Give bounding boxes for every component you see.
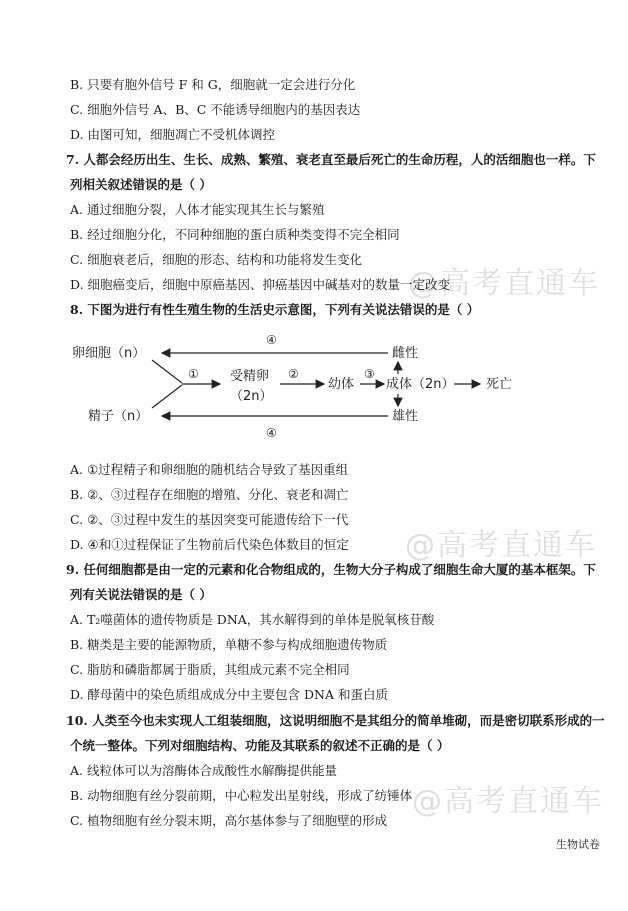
q9-option-d: D. 酵母菌中的染色质组成成分中主要包含 DNA 和蛋白质: [70, 687, 388, 702]
zygote-label: 受精卵: [230, 369, 270, 384]
step-4-top-label: ④: [266, 333, 277, 347]
q8-option-c: C. ②、③过程中发生的基因突变可能遗传给下一代: [70, 512, 349, 527]
q9-option-a: A. T₂噬菌体的遗传物质是 DNA，其水解得到的单体是脱氧核苷酸: [70, 612, 435, 627]
life-cycle-diagram: [70, 330, 550, 450]
q7-stem-line1: 7. 人都会经历出生、生长、成熟、繁殖、衰老直至最后死亡的生命历程，人的活细胞也一样。下: [66, 152, 596, 167]
sperm-label: 精子（n）: [88, 409, 149, 424]
q8-option-d: D. ④和①过程保证了生物前后代染色体数目的恒定: [70, 537, 349, 552]
q7-option-c: C. 细胞衰老后，细胞的形态、结构和功能将发生变化: [70, 252, 363, 267]
q9-option-b: B. 糖类是主要的能源物质，单糖不参与构成细胞遗传物质: [70, 637, 388, 652]
step-2-label: ②: [288, 367, 299, 381]
q10-option-a: A. 线粒体可以为溶酶体合成酸性水解酶提供能量: [70, 763, 337, 778]
q7-option-d: D. 细胞癌变后，细胞中原癌基因、抑癌基因中碱基对的数量一定改变: [70, 277, 451, 292]
q10-option-b: B. 动物细胞有丝分裂前期，中心粒发出星射线，形成了纺锤体: [70, 788, 413, 803]
q7-option-a: A. 通过细胞分裂，人体才能实现其生长与繁殖: [70, 202, 325, 217]
q6-option-c: C. 细胞外信号 A、B、C 不能诱导细胞内的基因表达: [70, 102, 361, 117]
q10-stem-line1: 10. 人类至今也未实现人工组装细胞，这说明细胞不是其组分的简单堆砌，而是密切联系形成的一: [66, 713, 605, 728]
q8-option-b: B. ②、③过程存在细胞的增殖、分化、衰老和凋亡: [70, 487, 349, 502]
adult-label: 成体（2n）: [386, 377, 455, 392]
q9-stem-line1: 9. 任何细胞都是由一定的元素和化合物组成的，生物大分子构成了细胞生命大厦的基本框架。下: [66, 562, 596, 577]
juvenile-label: 幼体: [328, 377, 355, 392]
q9-option-c: C. 脂肪和磷脂都属于脂质，其组成元素不完全相同: [70, 662, 350, 677]
watermark: @高考直通车: [408, 266, 600, 301]
watermark: @高考直通车: [412, 784, 604, 819]
zygote-ploidy-label: （2n）: [230, 389, 273, 404]
q7-option-b: B. 经过细胞分化，不同种细胞的蛋白质种类变得不完全相同: [70, 227, 400, 242]
q7-stem-line2: 列相关叙述错误的是（ ）: [70, 177, 212, 192]
death-label: 死亡: [486, 377, 513, 392]
watermark: @高考直通车: [405, 528, 597, 563]
q8-option-a: A. ①过程精子和卵细胞的随机结合导致了基因重组: [70, 462, 349, 477]
q9-stem-line2: 列有关说法错误的是（ ）: [70, 587, 212, 602]
q8-stem: 8. 下图为进行有性生殖生物的生活史示意图，下列有关说法错误的是（ ）: [70, 302, 480, 317]
female-label: 雌性: [392, 346, 419, 361]
male-label: 雄性: [392, 409, 419, 424]
q6-option-b: B. 只要有胞外信号 F 和 G，细胞就一定会进行分化: [70, 77, 356, 92]
q6-option-d: D. 由图可知，细胞凋亡不受机体调控: [70, 127, 276, 142]
q10-stem-line2: 个统一整体。下列对细胞结构、功能及其联系的叙述不正确的是（ ）: [70, 738, 450, 753]
step-4-bottom-label: ④: [266, 426, 277, 440]
q10-option-c: C. 植物细胞有丝分裂末期，高尔基体参与了细胞壁的形成: [70, 813, 388, 828]
step-1-label: ①: [188, 367, 199, 381]
step-3-label: ③: [364, 367, 375, 381]
egg-cell-label: 卵细胞（n）: [72, 346, 146, 361]
page-footer: 生物试卷: [556, 838, 600, 851]
